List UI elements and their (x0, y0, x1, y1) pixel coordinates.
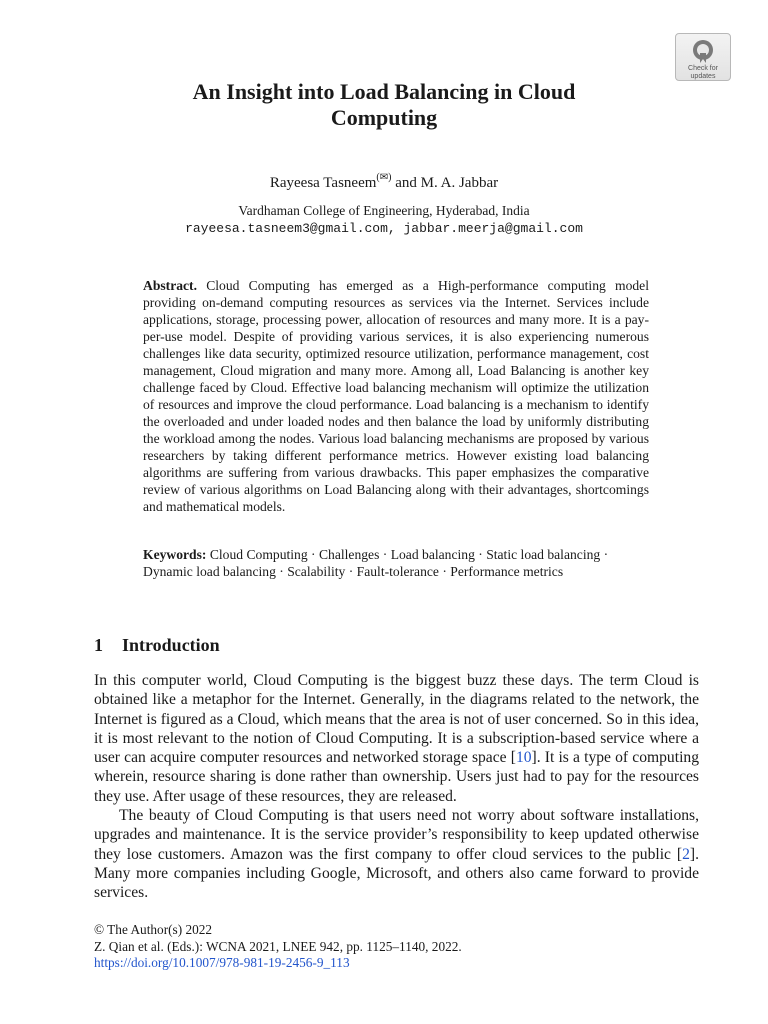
paragraph-1-text-a: In this computer world, Cloud Computing is the biggest buzz these days. The term Cloud is obtained like a metaphor for the Internet. Generally, in the diagrams related to the network, the Internet is figured as a Cloud, which means that the area is not of user concerned. So in this idea, it is most relevant to the notion of Cloud Computing. It is a subscription-based service where a user can acquire computer resources and networked storage space [ (94, 672, 699, 767)
paragraph-2-text-a: The beauty of Cloud Computing is that users need not worry about software installations, upgrades and maintenance. It is the service provider’s responsibility to keep updated otherwise they lose customers. Amazon was the first company to offer cloud services to the public [ (94, 807, 699, 863)
author-list (0, 170, 768, 192)
citation-link-2[interactable]: 2 (682, 845, 690, 863)
section-heading (94, 634, 220, 656)
author-emails: rayeesa.tasneem3@gmail.com, jabbar.meerja@gmail.com (185, 221, 583, 236)
citation-line: Z. Qian et al. (Eds.): WCNA 2021, LNEE 942, pp. 1125–1140, 2022. (94, 938, 462, 954)
paragraph-2 (94, 806, 699, 902)
copyright-line: © The Author(s) 2022 (94, 922, 213, 937)
badge-text-line2: updates (690, 73, 716, 80)
abstract-text: Cloud Computing has emerged as a High-performance computing model providing on-demand computing resources as services via the Internet. Services include applications, storage, processing power, allocation of resources and many more. It is a pay-per-use model. Despite of providing various services, it is also experiencing numerous challenges like data security, optimized resource utilization, performance management, cost management, Cloud migration and many more. Among all, Load Balancing is another key challenge faced by Cloud. Effective load balancing mechanism will optimize the utilization of resources and improve the cloud performance. Load balancing is a mechanism to identify the overloaded and under loaded nodes and then balance the load by uniformly distributing the workload among the nodes. Various load balancing mechanisms are proposed by various researchers by taking different performance metrics. However existing load balancing algorithms are suffering from various drawbacks. This paper emphasizes the comparative review of various algorithms on Load Balancing along with their advantages, shortcomings and mathematical models. (143, 278, 649, 514)
crossmark-icon (689, 38, 717, 64)
citation-link-10[interactable]: 10 (515, 749, 532, 767)
abstract (143, 277, 649, 515)
body-text (94, 671, 699, 903)
keywords-text: Cloud Computing · Challenges · Load balancing · Static load balancing · Dynamic load balancing · Scalability · Fault-tolerance · Performance metrics (143, 547, 609, 579)
keywords-label: Keywords: (143, 547, 207, 562)
section-number: 1 (94, 635, 103, 655)
check-for-updates-badge[interactable] (675, 33, 731, 81)
paragraph-2-text-b: ]. Many more companies including Google, Microsoft, and others also came forward to provide services. (94, 845, 699, 902)
title-line-2: Computing (330, 105, 438, 130)
paragraph-1 (94, 671, 699, 806)
author-2: M. A. Jabbar (420, 175, 499, 191)
affiliation: Vardhaman College of Engineering, Hyderabad, India (238, 203, 530, 218)
author-connector: and (391, 175, 421, 191)
abstract-label: Abstract. (143, 278, 197, 293)
corresponding-author-mark: (✉) (376, 172, 392, 183)
paper-title (0, 79, 768, 131)
paragraph-1-text-b: ]. It is a type of computing wherein, resource sharing is done rather than ownership. Users just had to pay for the resources they use. After usage of these resources, they are released. (94, 749, 699, 805)
doi-link[interactable]: https://doi.org/10.1007/978-981-19-2456-9_113 (94, 955, 350, 970)
badge-text-line1: Check for (688, 65, 718, 72)
title-line-1: An Insight into Load Balancing in Cloud (192, 79, 576, 104)
footer (94, 922, 462, 972)
author-1: Rayeesa Tasneem (269, 175, 377, 191)
keywords (143, 546, 649, 580)
section-title: Introduction (122, 635, 220, 655)
